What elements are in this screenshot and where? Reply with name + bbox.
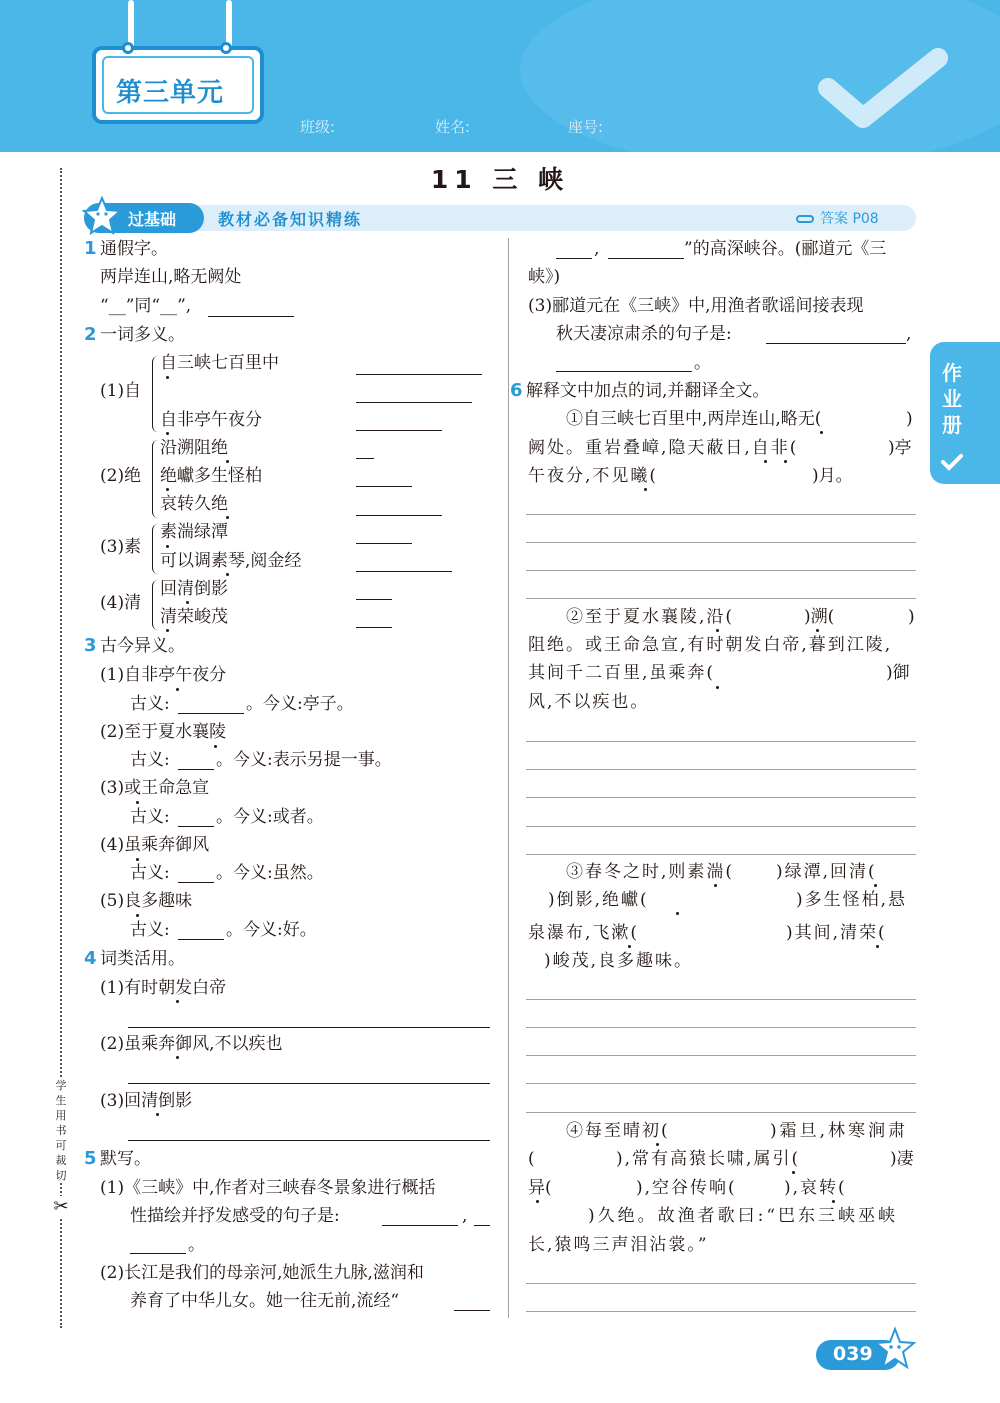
- q5-cont-line2: 峡》): [528, 267, 561, 287]
- q2-blank[interactable]: [356, 543, 412, 544]
- q5-cont-comma: ,: [594, 239, 600, 259]
- emphasis-dot: [166, 629, 169, 632]
- translation-line[interactable]: [526, 1112, 916, 1113]
- q5-p1-line2: 性描绘并抒发感受的句子是:: [130, 1206, 340, 1226]
- q2-blank[interactable]: [356, 599, 392, 600]
- translation-line[interactable]: [526, 542, 916, 543]
- q2-item: 绝巘多生怪柏: [160, 466, 262, 486]
- emphasis-dot: [226, 573, 229, 576]
- emphasis-dot: [716, 686, 719, 689]
- q6-para1-text: 午夜分,不见曦(: [528, 466, 659, 486]
- emphasis-dot: [644, 488, 647, 491]
- q6-para1-text: ): [906, 409, 913, 429]
- q4-item: (1)有时朝发白帝: [100, 978, 227, 998]
- translation-line[interactable]: [526, 1283, 916, 1284]
- emphasis-dot: [156, 1113, 159, 1116]
- q2-item: 沿溯阻绝: [160, 438, 228, 458]
- q6-para4-text: ),空谷传响(: [636, 1178, 737, 1198]
- q6-para2-text: ②至于夏水襄陵,沿(: [566, 607, 735, 627]
- q3-gu-blank[interactable]: [178, 826, 214, 827]
- q6-para1-text: )月。: [812, 466, 853, 486]
- emphasis-dot: [816, 629, 819, 632]
- q6-para2-text: ): [908, 607, 915, 627]
- q5-blank[interactable]: [454, 1310, 490, 1311]
- q2-blank[interactable]: [356, 402, 472, 403]
- translation-line[interactable]: [526, 854, 916, 855]
- q4-item: (3)回清倒影: [100, 1091, 193, 1111]
- column-divider: [508, 238, 509, 1318]
- q4-answer-line[interactable]: [128, 1083, 490, 1084]
- q3-phrase: (1)自非亭午夜分: [100, 665, 227, 685]
- question-number-2: 2: [84, 324, 97, 345]
- q2-item: 素湍绿潭: [160, 522, 228, 542]
- q2-item: 回清倒影: [160, 579, 228, 599]
- q3-gu-blank[interactable]: [178, 713, 244, 714]
- q6-para3-text: )倒影,绝巘(: [548, 890, 649, 910]
- q4-item: (2)虽乘奔御风,不以疾也: [100, 1034, 283, 1054]
- q2-group-label-4: (4)清: [100, 593, 142, 613]
- q5-blank[interactable]: [556, 258, 592, 259]
- q6-para3-text: ③春冬之时,则素湍(: [566, 862, 735, 882]
- q4-answer-line[interactable]: [128, 1027, 490, 1028]
- question-number-1: 1: [84, 238, 97, 259]
- emphasis-dot: [820, 431, 823, 434]
- checkmark-icon: [818, 48, 948, 128]
- q5-blank[interactable]: [382, 1225, 458, 1226]
- q2-brace-4: [152, 580, 160, 630]
- q5-blank[interactable]: [474, 1225, 490, 1226]
- emphasis-dot: [176, 1000, 179, 1003]
- translation-line[interactable]: [526, 1055, 916, 1056]
- emphasis-dot: [876, 945, 879, 948]
- unit-tag: [92, 46, 264, 124]
- q5-blank[interactable]: [608, 258, 684, 259]
- translation-line[interactable]: [526, 1027, 916, 1028]
- q6-para2-text: )御: [886, 663, 910, 683]
- q2-blank[interactable]: [356, 374, 482, 375]
- question-number-6: 6: [510, 380, 523, 401]
- unit-title: 第三单元: [116, 78, 225, 108]
- star-mascot-icon: [872, 1326, 918, 1372]
- q6-para2-text: 其间千二百里,虽乘奔(: [528, 663, 716, 683]
- class-label: 班级:: [300, 118, 336, 136]
- question-title-1: 通假字。: [100, 239, 168, 259]
- q2-item: 哀转久绝: [160, 494, 228, 514]
- q6-para4-text: )霜旦,林寒涧肃: [770, 1121, 909, 1141]
- q2-item: 清荣峻茂: [160, 607, 228, 627]
- q6-para4-text: ④每至晴初(: [566, 1121, 670, 1141]
- q3-gu-blank[interactable]: [178, 882, 214, 883]
- q6-para4-text: ),常有高猿长啸,属引(: [616, 1149, 801, 1169]
- emphasis-dot: [676, 912, 679, 915]
- question-title-5: 默写。: [100, 1149, 151, 1169]
- q5-period: 。: [188, 1235, 205, 1255]
- question-number-3: 3: [84, 635, 97, 656]
- q2-item: 自三峡七百里中: [160, 353, 279, 373]
- q2-blank[interactable]: [356, 458, 374, 459]
- q3-gu-blank[interactable]: [178, 769, 214, 770]
- lesson-title: 11 三 峡: [430, 165, 570, 194]
- q3-jin: 。今义:表示另提一事。: [216, 750, 392, 770]
- q2-blank[interactable]: [356, 627, 392, 628]
- q6-para4-text: (: [528, 1149, 535, 1169]
- q1-sentence: 两岸连山,略无阙处: [100, 267, 242, 287]
- q6-para4-text: 长,猿鸣三声泪沾裳。”: [528, 1235, 709, 1255]
- q3-gu-label: 古义:: [130, 750, 170, 770]
- star-mascot-icon: [82, 196, 122, 236]
- emphasis-dot: [764, 460, 767, 463]
- q6-para1-text: )亭: [888, 438, 912, 458]
- key-icon: [796, 215, 814, 223]
- translation-line[interactable]: [526, 598, 916, 599]
- emphasis-dot: [166, 376, 169, 379]
- emphasis-dot: [784, 460, 787, 463]
- emphasis-dot: [714, 884, 717, 887]
- binder-strap-left: [128, 0, 134, 48]
- q5-p2-line1: (2)长江是我们的母亲河,她派生九脉,滋润和: [100, 1263, 424, 1283]
- translation-line[interactable]: [526, 1083, 916, 1084]
- emphasis-dot: [214, 745, 217, 748]
- q5-p2-line2: 养育了中华儿女。她一往无前,流经“: [130, 1291, 400, 1311]
- q5-blank[interactable]: [130, 1253, 186, 1254]
- emphasis-dot: [136, 801, 139, 804]
- question-number-5: 5: [84, 1148, 97, 1169]
- translation-line[interactable]: [526, 797, 916, 798]
- q3-jin: 。今义:好。: [226, 920, 317, 940]
- emphasis-dot: [628, 945, 631, 948]
- q2-group-label-2: (2)绝: [100, 466, 142, 486]
- translation-line[interactable]: [526, 514, 916, 515]
- emphasis-dot: [136, 914, 139, 917]
- emphasis-dot: [832, 1200, 835, 1203]
- q2-blank[interactable]: [356, 430, 442, 431]
- q6-para4-text: )凄: [890, 1149, 914, 1169]
- q3-gu-label: 古义:: [130, 863, 170, 883]
- emphasis-dot: [874, 884, 877, 887]
- scissors-icon: ✂: [51, 1196, 71, 1217]
- section-badge-text: 过基础: [128, 210, 177, 229]
- emphasis-dot: [176, 688, 179, 691]
- header-band: [0, 0, 1000, 152]
- q6-para4-text: )久绝。故渔者歌曰:“巴东三峡巫峡: [588, 1206, 899, 1226]
- q1-answer-blank[interactable]: [208, 316, 294, 317]
- q5-p3-period: 。: [694, 353, 711, 373]
- q3-phrase: (5)良多趣味: [100, 891, 193, 911]
- q6-para2-text: 风,不以疾也。: [528, 692, 650, 712]
- page-number: 039: [833, 1343, 873, 1365]
- q5-blank[interactable]: [766, 343, 906, 344]
- q2-item: 自非亭午夜分: [160, 410, 262, 430]
- q3-jin: 。今义:亭子。: [246, 694, 354, 714]
- q6-para3-text: )多生怪柏,悬: [796, 890, 908, 910]
- name-label: 姓名:: [435, 118, 471, 136]
- question-number-4: 4: [84, 948, 97, 969]
- q2-brace-1: [152, 356, 160, 432]
- emphasis-dot: [166, 488, 169, 491]
- q3-phrase: (2)至于夏水襄陵: [100, 722, 227, 742]
- q5-p3-line2: 秋天凄凉肃杀的句子是:: [556, 324, 732, 344]
- q6-para3-text: )绿潭,回清(: [776, 862, 877, 882]
- section-bar: [84, 205, 916, 231]
- q5-comma: ,: [462, 1206, 468, 1226]
- q3-gu-blank[interactable]: [178, 939, 224, 940]
- q3-phrase: (4)虽乘奔御风: [100, 835, 210, 855]
- q2-blank[interactable]: [356, 571, 452, 572]
- section-subtitle: 教材必备知识精练: [218, 210, 363, 229]
- q6-para2-text: )溯(: [804, 607, 835, 627]
- question-title-4: 词类活用。: [100, 949, 185, 969]
- q6-para3-text: )峻茂,良多趣味。: [544, 951, 694, 971]
- q6-para1-text: 阙处。重岩叠嶂,隐天蔽日,自非(: [528, 438, 799, 458]
- emphasis-dot: [166, 432, 169, 435]
- emphasis-dot: [792, 1171, 795, 1174]
- q5-p3-comma: ,: [906, 324, 912, 344]
- side-tab-label: 作 业 册: [942, 361, 962, 437]
- translation-line[interactable]: [526, 769, 916, 770]
- q2-group-label-1: (1)自: [100, 381, 142, 401]
- q3-jin: 。今义:或者。: [216, 807, 324, 827]
- q4-answer-line[interactable]: [128, 1140, 490, 1141]
- q6-para4-text: ),哀转(: [784, 1178, 847, 1198]
- q3-gu-label: 古义:: [130, 807, 170, 827]
- q2-item: 可以调素琴,阅金经: [160, 551, 302, 571]
- emphasis-dot: [176, 1056, 179, 1059]
- emphasis-dot: [166, 545, 169, 548]
- q5-p1-line1: (1)《三峡》中,作者对三峡春冬景象进行概括: [100, 1178, 436, 1198]
- emphasis-dot: [226, 516, 229, 519]
- cut-label: 学 生 用 书 可 裁 切: [53, 1078, 69, 1183]
- emphasis-dot: [716, 629, 719, 632]
- translation-line[interactable]: [526, 826, 916, 827]
- seat-label: 座号:: [568, 118, 604, 136]
- check-icon: [940, 452, 964, 472]
- q6-para2-text: 阻绝。或王命急宣,有时朝发白帝,暮到江陵,: [528, 635, 893, 655]
- question-title-3: 古今异义。: [100, 636, 185, 656]
- emphasis-dot: [186, 601, 189, 604]
- q5-p3-line1: (3)郦道元在《三峡》中,用渔者歌谣间接表现: [528, 296, 864, 316]
- translation-line[interactable]: [526, 999, 916, 1000]
- q6-para4-text: 异(: [528, 1178, 552, 1198]
- translation-line[interactable]: [526, 1311, 916, 1312]
- translation-line[interactable]: [526, 741, 916, 742]
- q2-blank[interactable]: [356, 486, 412, 487]
- q2-blank[interactable]: [356, 515, 442, 516]
- q1-tongjia-prompt: “__”同“__”,: [100, 296, 192, 316]
- q5-blank[interactable]: [556, 371, 692, 372]
- q2-group-label-3: (3)素: [100, 537, 142, 557]
- q3-jin: 。今义:虽然。: [216, 863, 324, 883]
- emphasis-dot: [226, 460, 229, 463]
- q6-para1-text: ①自三峡七百里中,两岸连山,略无(: [566, 409, 822, 429]
- q6-para3-text: )其间,清荣(: [786, 923, 887, 943]
- q2-brace-2: [152, 440, 160, 518]
- q3-gu-label: 古义:: [130, 920, 170, 940]
- translation-line[interactable]: [526, 570, 916, 571]
- emphasis-dot: [536, 1200, 539, 1203]
- q3-gu-label: 古义:: [130, 694, 170, 714]
- emphasis-dot: [656, 1143, 659, 1146]
- question-title-6: 解释文中加点的词,并翻译全文。: [526, 381, 770, 401]
- q6-para3-text: 泉瀑布,飞漱(: [528, 923, 640, 943]
- emphasis-dot: [136, 858, 139, 861]
- q5-cont-line1: ”的高深峡谷。(郦道元《三: [684, 239, 887, 259]
- answer-reference: 答案 P08: [796, 208, 879, 228]
- q2-brace-3: [152, 524, 160, 574]
- binder-strap-right: [226, 0, 232, 48]
- q3-phrase: (3)或王命急宣: [100, 778, 210, 798]
- question-title-2: 一词多义。: [100, 325, 185, 345]
